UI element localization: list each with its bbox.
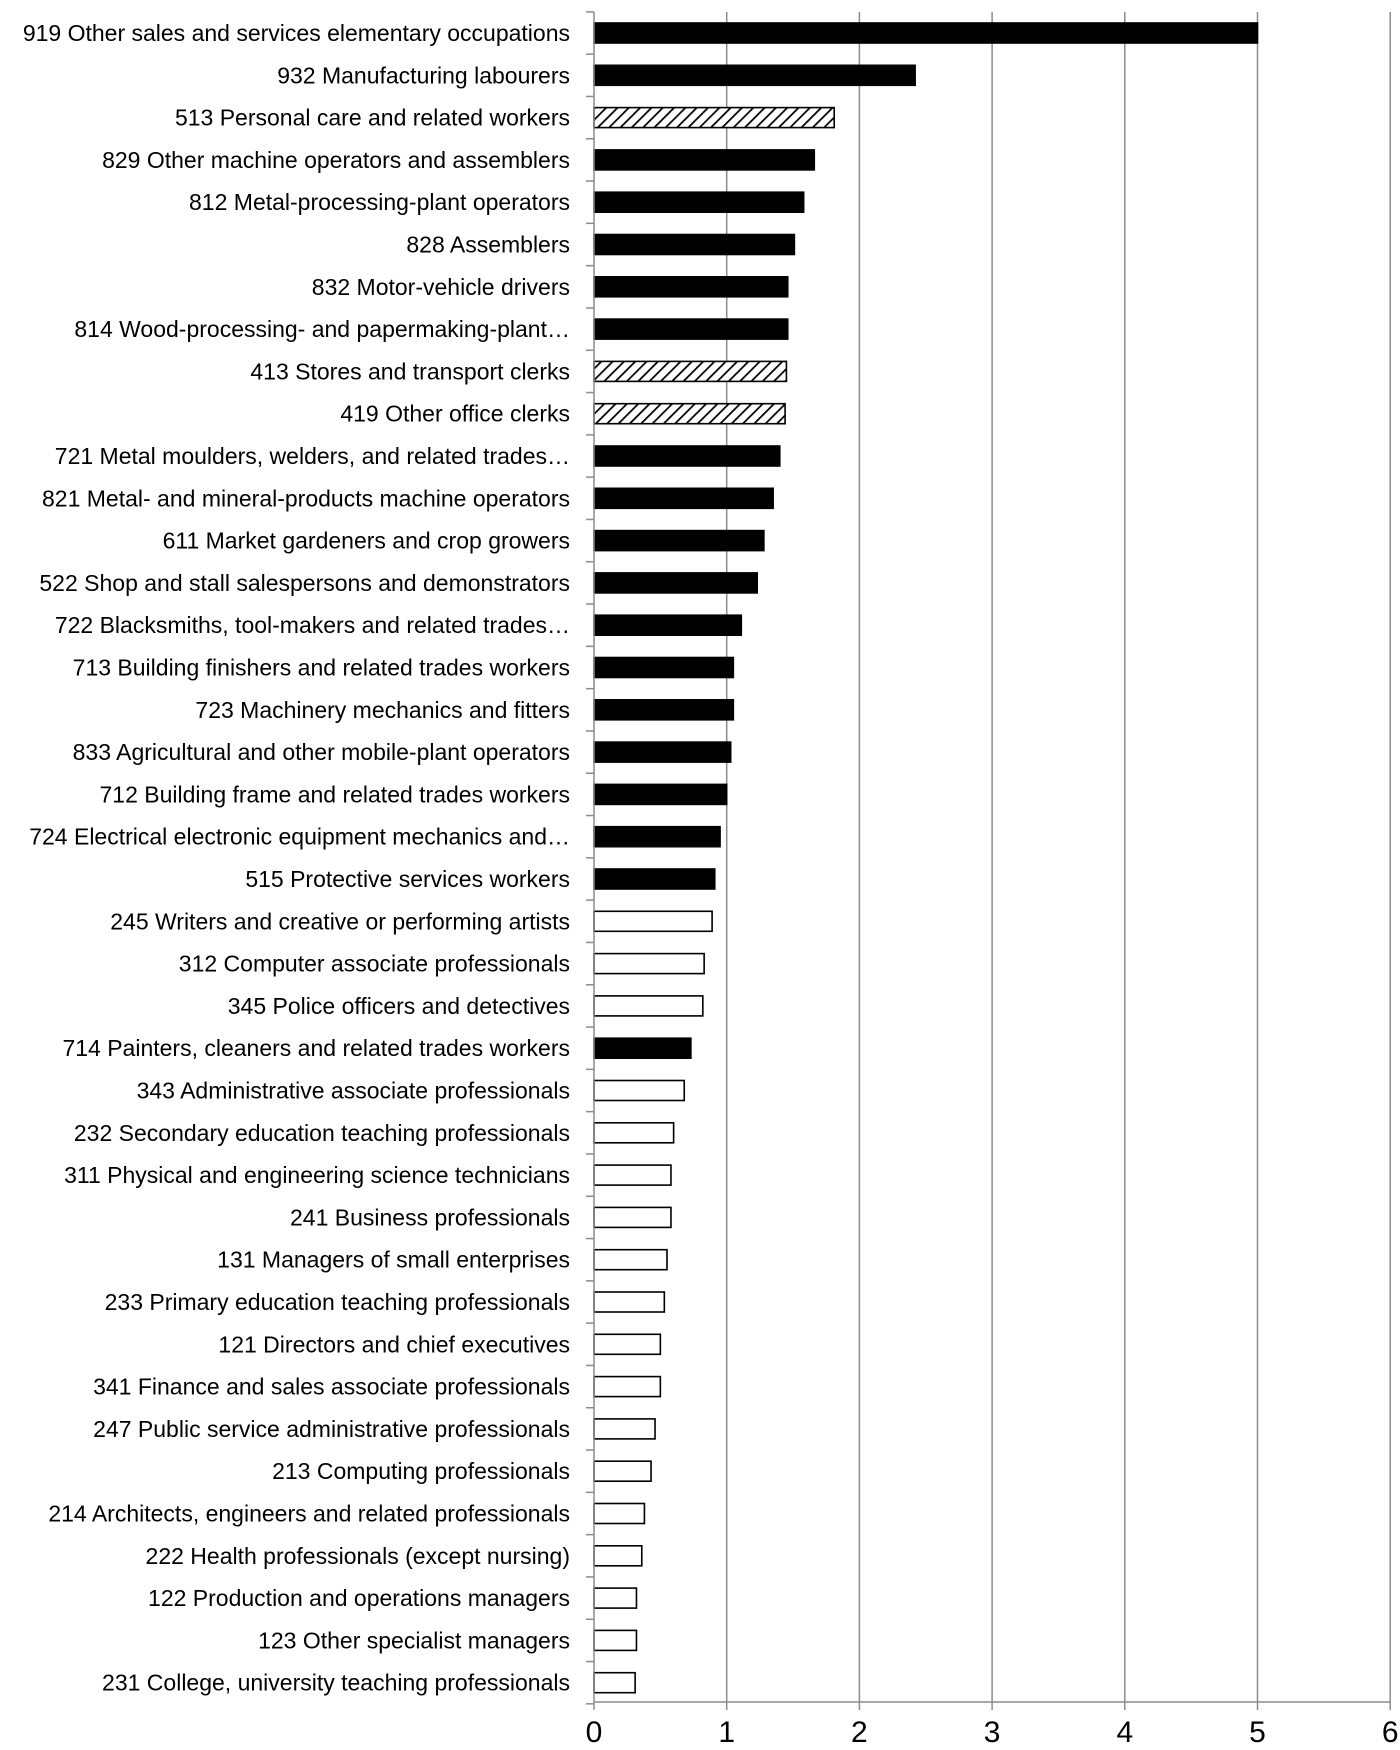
- category-label: 311 Physical and engineering science technicians: [64, 1162, 570, 1189]
- category-label: 828 Assemblers: [406, 231, 570, 258]
- category-label: 611 Market gardeners and crop growers: [162, 527, 570, 554]
- bar-26: [594, 1123, 674, 1143]
- bar-10: [594, 446, 780, 466]
- bar-30: [594, 1292, 664, 1312]
- bar-8: [594, 361, 786, 381]
- x-tick-label: 5: [1249, 1716, 1266, 1745]
- category-label: 713 Building finishers and related trades workers: [72, 654, 570, 681]
- bar-21: [594, 911, 712, 931]
- category-label: 419 Other office clerks: [340, 400, 570, 427]
- bar-32: [594, 1377, 660, 1397]
- category-label: 123 Other specialist managers: [258, 1627, 570, 1654]
- category-label: 714 Painters, cleaners and related trades workers: [62, 1035, 570, 1062]
- bar-20: [594, 869, 715, 889]
- category-label: 241 Business professionals: [290, 1204, 570, 1231]
- category-label: 829 Other machine operators and assemblers: [102, 146, 570, 173]
- category-label: 122 Production and operations managers: [148, 1585, 570, 1612]
- category-label: 522 Shop and stall salespersons and demonstrators: [39, 569, 570, 596]
- category-label: 343 Administrative associate professionals: [136, 1077, 570, 1104]
- bar-0: [594, 23, 1258, 43]
- axes: [586, 12, 1390, 1704]
- category-labels: [23, 20, 570, 1696]
- category-label: 245 Writers and creative or performing artists: [110, 908, 570, 935]
- bar-28: [594, 1207, 671, 1227]
- category-label: 832 Motor-vehicle drivers: [311, 273, 570, 300]
- category-label: 312 Computer associate professionals: [178, 950, 570, 977]
- bar-22: [594, 954, 704, 974]
- bar-6: [594, 277, 788, 297]
- bar-15: [594, 658, 733, 678]
- category-label: 515 Protective services workers: [245, 866, 570, 892]
- bar-37: [594, 1588, 636, 1608]
- gridlines: [727, 12, 1390, 1702]
- category-label: 131 Managers of small enterprises: [217, 1246, 570, 1273]
- bar-24: [594, 1038, 691, 1058]
- category-label: 812 Metal-processing-plant operators: [189, 189, 570, 216]
- x-tick-labels: [586, 1702, 1399, 1745]
- category-label: 247 Public service administrative professionals: [93, 1415, 570, 1442]
- bar-33: [594, 1419, 655, 1439]
- x-tick-label: 3: [983, 1716, 1001, 1745]
- category-label: 214 Architects, engineers and related professionals: [48, 1500, 570, 1527]
- category-label: 513 Personal care and related workers: [174, 104, 570, 131]
- category-label: 712 Building frame and related trades workers: [99, 781, 570, 808]
- bar-18: [594, 784, 727, 804]
- bar-14: [594, 615, 741, 635]
- category-label: 413 Stores and transport clerks: [250, 358, 570, 385]
- bar-3: [594, 150, 814, 170]
- bar-23: [594, 996, 703, 1016]
- category-label: 724 Electrical electronic equipment mechanics and…: [29, 823, 570, 850]
- x-tick-label: 2: [851, 1716, 868, 1745]
- category-label: 814 Wood-processing- and papermaking-plant…: [74, 316, 570, 343]
- bar-2: [594, 108, 834, 128]
- bar-5: [594, 235, 794, 255]
- bar-39: [594, 1673, 635, 1693]
- bar-17: [594, 742, 731, 762]
- category-label: 213 Computing professionals: [272, 1458, 570, 1485]
- category-label: 231 College, university teaching professionals: [102, 1669, 570, 1696]
- category-label: 833 Agricultural and other mobile-plant operators: [72, 739, 570, 766]
- bar-35: [594, 1504, 644, 1524]
- category-label: 821 Metal- and mineral-products machine operators: [42, 485, 570, 512]
- bar-38: [594, 1630, 636, 1650]
- bar-12: [594, 531, 764, 551]
- category-label: 722 Blacksmiths, tool-makers and related trades…: [54, 612, 570, 639]
- category-label: 919 Other sales and services elementary occupations: [22, 20, 570, 46]
- category-label: 341 Finance and sales associate professionals: [93, 1373, 570, 1400]
- x-tick-label: 0: [585, 1716, 603, 1745]
- x-tick-label: 4: [1116, 1716, 1134, 1745]
- bar-31: [594, 1334, 660, 1354]
- bar-25: [594, 1081, 684, 1101]
- bars: [594, 23, 1258, 1693]
- category-label: 723 Machinery mechanics and fitters: [195, 696, 570, 723]
- bar-27: [594, 1165, 671, 1185]
- category-label: 932 Manufacturing labourers: [277, 62, 570, 89]
- category-label: 232 Secondary education teaching professionals: [73, 1119, 570, 1146]
- bar-9: [594, 404, 785, 424]
- bar-36: [594, 1546, 642, 1566]
- bar-11: [594, 488, 773, 508]
- bar-4: [594, 192, 804, 212]
- category-label: 222 Health professionals (except nursing): [145, 1542, 570, 1569]
- category-label: 233 Primary education teaching professionals: [104, 1289, 570, 1315]
- category-label: 121 Directors and chief executives: [218, 1331, 570, 1358]
- bar-7: [594, 319, 788, 339]
- category-label: 721 Metal moulders, welders, and related trades…: [54, 443, 570, 469]
- bar-13: [594, 573, 757, 593]
- bar-1: [594, 65, 915, 85]
- category-label: 345 Police officers and detectives: [227, 992, 570, 1019]
- x-tick-label: 1: [718, 1716, 736, 1745]
- bar-29: [594, 1250, 667, 1270]
- bar-19: [594, 827, 720, 847]
- bar-34: [594, 1461, 651, 1481]
- bar-16: [594, 700, 733, 720]
- x-tick-label: 6: [1381, 1716, 1399, 1745]
